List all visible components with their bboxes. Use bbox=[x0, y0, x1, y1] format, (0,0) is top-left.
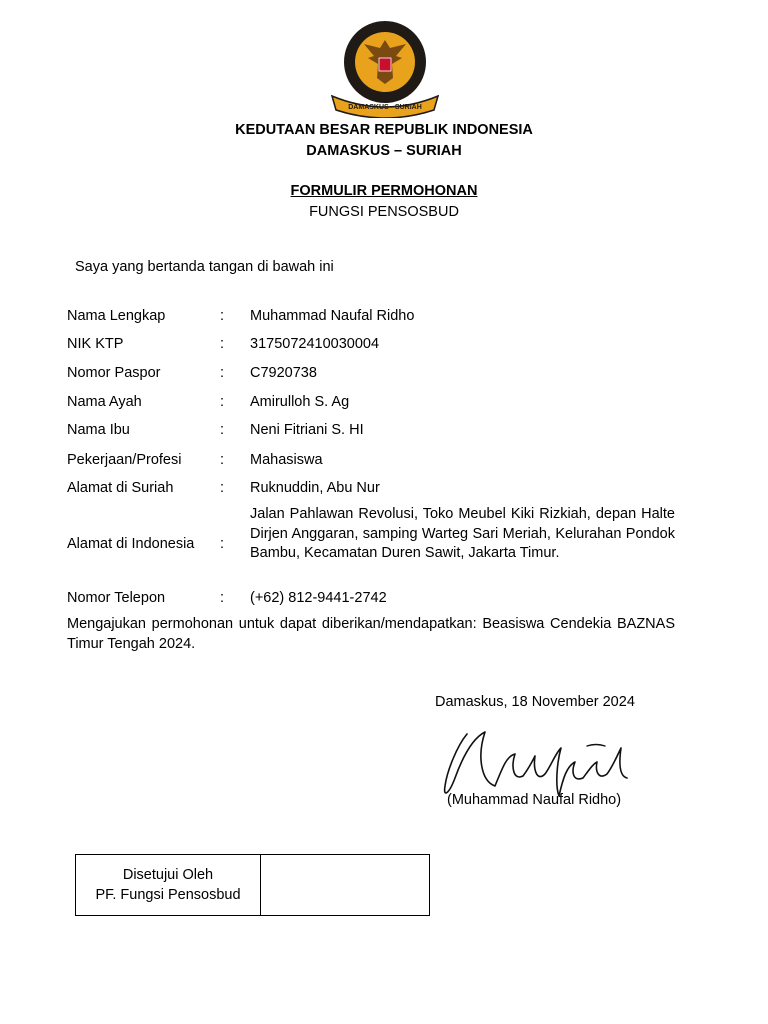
field-row-pekerjaan bbox=[67, 452, 675, 474]
field-colon: : bbox=[220, 394, 225, 410]
signatory-name: (Muhammad Naufal Ridho) bbox=[447, 792, 622, 808]
field-row-nomor-telepon bbox=[67, 590, 675, 612]
field-colon: : bbox=[220, 590, 225, 606]
embassy-location: DAMASKUS – SURIAH bbox=[306, 143, 462, 159]
field-row-nama-lengkap bbox=[67, 308, 675, 330]
field-colon: : bbox=[220, 308, 225, 324]
field-label: Nomor Paspor bbox=[67, 365, 161, 381]
field-value: Jalan Pahlawan Revolusi, Toko Meubel Kiki Rizkiah, depan Halte Dirjen Anggaran, samping Warteg Sari Meriah, Kelurahan Pondok Bambu, Kecamatan Duren Sawit, Jakarta Timur. bbox=[250, 506, 675, 561]
field-value: (+62) 812-9441-2742 bbox=[250, 590, 387, 606]
field-label: NIK KTP bbox=[67, 336, 124, 352]
field-row-alamat-indonesia bbox=[67, 505, 675, 585]
emblem-ribbon-text: DAMASKUS - SURIAH bbox=[348, 104, 422, 111]
field-colon: : bbox=[220, 336, 225, 352]
field-label: Nomor Telepon bbox=[67, 590, 166, 606]
field-value: Neni Fitriani S. HI bbox=[250, 422, 364, 438]
field-label: Alamat di Suriah bbox=[67, 480, 174, 496]
field-label: Nama Ayah bbox=[67, 394, 142, 410]
field-value: Ruknuddin, Abu Nur bbox=[250, 480, 380, 496]
signature-stroke-accent bbox=[587, 745, 605, 747]
field-value: Mahasiswa bbox=[250, 452, 323, 468]
field-colon: : bbox=[220, 452, 225, 468]
field-colon: : bbox=[220, 365, 225, 381]
approval-label-cell bbox=[76, 855, 261, 915]
signature-stroke bbox=[445, 732, 627, 796]
field-colon: : bbox=[220, 422, 225, 438]
field-value: 3175072410030004 bbox=[250, 336, 380, 352]
form-title: FORMULIR PERMOHONAN bbox=[290, 183, 478, 199]
embassy-emblem bbox=[330, 18, 440, 118]
field-row-alamat-suriah bbox=[67, 480, 675, 502]
field-row-nomor-paspor bbox=[67, 365, 675, 387]
request-paragraph: Mengajukan permohonan untuk dapat diberikan/mendapatkan: Beasiswa Cendekia BAZNAS Timur Tengah 2024. bbox=[67, 616, 675, 652]
approval-label-line2: PF. Fungsi Pensosbud bbox=[95, 887, 241, 903]
field-colon: : bbox=[220, 536, 225, 552]
field-label: Nama Lengkap bbox=[67, 308, 166, 324]
embassy-name: KEDUTAAN BESAR REPUBLIK INDONESIA bbox=[235, 122, 533, 138]
place-date: Damaskus, 18 November 2024 bbox=[435, 694, 635, 710]
field-colon: : bbox=[220, 480, 225, 496]
intro-text: Saya yang bertanda tangan di bawah ini bbox=[75, 259, 334, 275]
field-label: Pekerjaan/Profesi bbox=[67, 452, 182, 468]
approval-box bbox=[75, 854, 430, 916]
field-value: Amirulloh S. Ag bbox=[250, 394, 350, 410]
field-row-nama-ayah bbox=[67, 394, 675, 416]
field-row-nama-ibu bbox=[67, 422, 675, 444]
form-subtitle: FUNGSI PENSOSBUD bbox=[309, 204, 459, 220]
field-label: Alamat di Indonesia bbox=[67, 536, 195, 552]
approval-label-line1: Disetujui Oleh bbox=[122, 867, 214, 883]
garuda-emblem-icon bbox=[330, 18, 440, 118]
garuda-shield-shape bbox=[379, 58, 391, 71]
field-value: Muhammad Naufal Ridho bbox=[250, 308, 415, 324]
field-row-nik-ktp bbox=[67, 336, 675, 358]
field-value: C7920738 bbox=[250, 365, 317, 381]
field-label: Nama Ibu bbox=[67, 422, 130, 438]
